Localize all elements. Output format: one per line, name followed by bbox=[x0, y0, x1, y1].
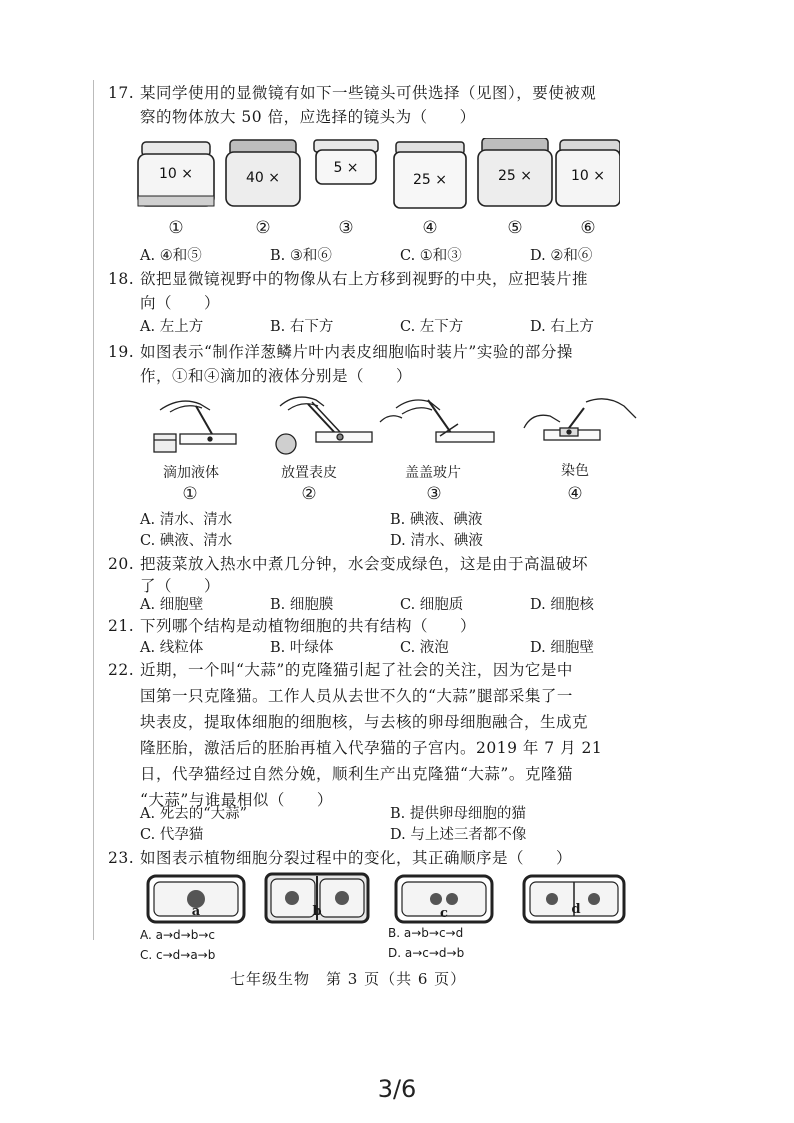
option-b[interactable]: B. 提供卵母细胞的猫 bbox=[390, 806, 526, 822]
question-22-line5: 日，代孕猫经过自然分娩，顺利生产出克隆猫“大蒜”。克隆猫 bbox=[140, 765, 573, 783]
question-20-line2: 了（ ） bbox=[140, 577, 221, 595]
option-c[interactable]: C. 碘液、清水 bbox=[140, 533, 233, 549]
option-a[interactable]: A. ④和⑤ bbox=[140, 248, 202, 264]
slide-preparation-figure bbox=[140, 392, 640, 458]
lens-3-number: ③ bbox=[338, 218, 354, 238]
question-22-line6: “大蒜”与谁最相似（ ） bbox=[140, 791, 333, 809]
lens-2-number: ② bbox=[255, 218, 271, 238]
option-c[interactable]: C. 代孕猫 bbox=[140, 827, 204, 843]
question-number: 18. bbox=[108, 270, 135, 288]
option-a[interactable]: A. 线粒体 bbox=[140, 640, 204, 656]
lens-5-label: 25 × bbox=[498, 168, 532, 184]
lens-6-illustration bbox=[556, 140, 620, 206]
lens-1-number: ① bbox=[168, 218, 184, 238]
option-c[interactable]: C. 细胞质 bbox=[400, 597, 464, 613]
step-4-caption: 染色 bbox=[561, 463, 589, 479]
step-3-caption: 盖盖玻片 bbox=[405, 465, 461, 481]
question-22-line3: 块表皮，提取体细胞的细胞核，与去核的卵母细胞融合，生成克 bbox=[140, 713, 589, 731]
lens-4-number: ④ bbox=[422, 218, 438, 238]
question-number: 22. bbox=[108, 661, 135, 679]
lens-4-label: 25 × bbox=[413, 172, 447, 188]
cell-d-label: d bbox=[571, 902, 581, 917]
lens-3-label: 5 × bbox=[333, 160, 359, 176]
question-number: 17. bbox=[108, 84, 135, 102]
option-a[interactable]: A. 左上方 bbox=[140, 319, 204, 335]
question-text: 某同学使用的显微镜有如下一些镜头可供选择（见图），要使被观 bbox=[140, 84, 597, 102]
page-footer: 七年级生物 第 3 页（共 6 页） bbox=[230, 970, 467, 988]
option-a[interactable]: A. 细胞壁 bbox=[140, 597, 204, 613]
option-b[interactable]: B. 叶绿体 bbox=[270, 640, 334, 656]
step-1-number: ① bbox=[182, 484, 198, 504]
option-b[interactable]: B. 碘液、碘液 bbox=[390, 512, 483, 528]
question-19-line2: 作，①和④滴加的液体分别是（ ） bbox=[140, 367, 413, 385]
option-a[interactable]: A. 死去的“大蒜” bbox=[140, 806, 248, 822]
option-d[interactable]: D. a→c→d→b bbox=[388, 946, 465, 960]
option-d[interactable]: D. 与上述三者都不像 bbox=[390, 827, 527, 843]
question-22-line2: 国第一只克隆猫。工作人员从去世不久的“大蒜”腿部采集了一 bbox=[140, 687, 573, 705]
option-d[interactable]: D. ②和⑥ bbox=[530, 248, 593, 264]
option-b[interactable]: B. ③和⑥ bbox=[270, 248, 332, 264]
question-17-line2: 察的物体放大 50 倍，应选择的镜头为（ ） bbox=[140, 108, 476, 126]
question-18 bbox=[108, 266, 668, 292]
question-text: 把菠菜放入热水中煮几分钟，水会变成绿色，这是由于高温破坏 bbox=[140, 555, 589, 573]
question-23 bbox=[108, 845, 668, 871]
question-number: 23. bbox=[108, 849, 135, 867]
page-indicator: 3/6 bbox=[377, 1075, 417, 1103]
lens-1-label: 10 × bbox=[159, 166, 193, 182]
question-number: 19. bbox=[108, 343, 135, 361]
lens-4-illustration bbox=[394, 142, 466, 208]
step-1-illustration bbox=[154, 401, 236, 452]
question-21 bbox=[108, 613, 668, 639]
option-c[interactable]: C. ①和③ bbox=[400, 248, 462, 264]
lens-figure bbox=[130, 138, 620, 218]
step-1-caption: 滴加液体 bbox=[163, 465, 219, 481]
step-2-illustration bbox=[276, 397, 372, 454]
question-18-line2: 向（ ） bbox=[140, 294, 221, 312]
option-a[interactable]: A. 清水、清水 bbox=[140, 512, 233, 528]
option-b[interactable]: B. a→b→c→d bbox=[388, 926, 464, 940]
cell-b-label: b bbox=[312, 904, 322, 919]
step-4-illustration bbox=[524, 399, 636, 440]
question-text: 如图表示植物细胞分裂过程中的变化，其正确顺序是（ ） bbox=[140, 849, 573, 867]
cell-a-label: a bbox=[191, 904, 201, 919]
option-b[interactable]: B. 细胞膜 bbox=[270, 597, 334, 613]
step-3-illustration bbox=[380, 400, 494, 442]
lens-5-illustration bbox=[478, 138, 552, 206]
option-d[interactable]: D. 清水、碘液 bbox=[390, 533, 483, 549]
lens-5-number: ⑤ bbox=[507, 218, 523, 238]
question-text: 近期，一个叫“大蒜”的克隆猫引起了社会的关注，因为它是中 bbox=[140, 661, 573, 679]
lens-1-illustration bbox=[138, 142, 214, 206]
step-4-number: ④ bbox=[567, 484, 583, 504]
lens-6-label: 10 × bbox=[571, 168, 605, 184]
option-b[interactable]: B. 右下方 bbox=[270, 319, 334, 335]
cell-c-label: c bbox=[440, 906, 448, 921]
lens-2-illustration bbox=[226, 140, 300, 206]
question-22-line4: 隆胚胎，激活后的胚胎再植入代孕猫的子宫内。2019 年 7 月 21 bbox=[140, 739, 603, 757]
option-d[interactable]: D. 细胞核 bbox=[530, 597, 594, 613]
option-c[interactable]: C. c→d→a→b bbox=[140, 948, 216, 962]
question-18-options bbox=[140, 316, 660, 338]
step-3-number: ③ bbox=[426, 484, 442, 504]
question-text: 下列哪个结构是动植物细胞的共有结构（ ） bbox=[140, 617, 477, 635]
question-19 bbox=[108, 339, 668, 365]
option-d[interactable]: D. 右上方 bbox=[530, 319, 594, 335]
question-17 bbox=[108, 80, 668, 106]
question-21-options bbox=[140, 637, 660, 659]
option-c[interactable]: C. 液泡 bbox=[400, 640, 449, 656]
question-22 bbox=[108, 657, 668, 683]
question-text: 欲把显微镜视野中的物像从右上方移到视野的中央，应把装片推 bbox=[140, 270, 589, 288]
question-number: 21. bbox=[108, 617, 135, 635]
step-2-caption: 放置表皮 bbox=[281, 465, 337, 481]
option-a[interactable]: A. a→d→b→c bbox=[140, 928, 215, 942]
lens-3-illustration bbox=[314, 140, 378, 184]
cell-division-figure bbox=[140, 870, 630, 930]
binding-margin-line bbox=[93, 80, 94, 940]
question-17-options bbox=[140, 245, 660, 267]
option-d[interactable]: D. 细胞壁 bbox=[530, 640, 594, 656]
step-2-number: ② bbox=[301, 484, 317, 504]
option-c[interactable]: C. 左下方 bbox=[400, 319, 464, 335]
lens-2-label: 40 × bbox=[246, 170, 280, 186]
question-number: 20. bbox=[108, 555, 135, 573]
question-text: 如图表示“制作洋葱鳞片叶内表皮细胞临时装片”实验的部分操 bbox=[140, 343, 573, 361]
lens-6-number: ⑥ bbox=[580, 218, 596, 238]
